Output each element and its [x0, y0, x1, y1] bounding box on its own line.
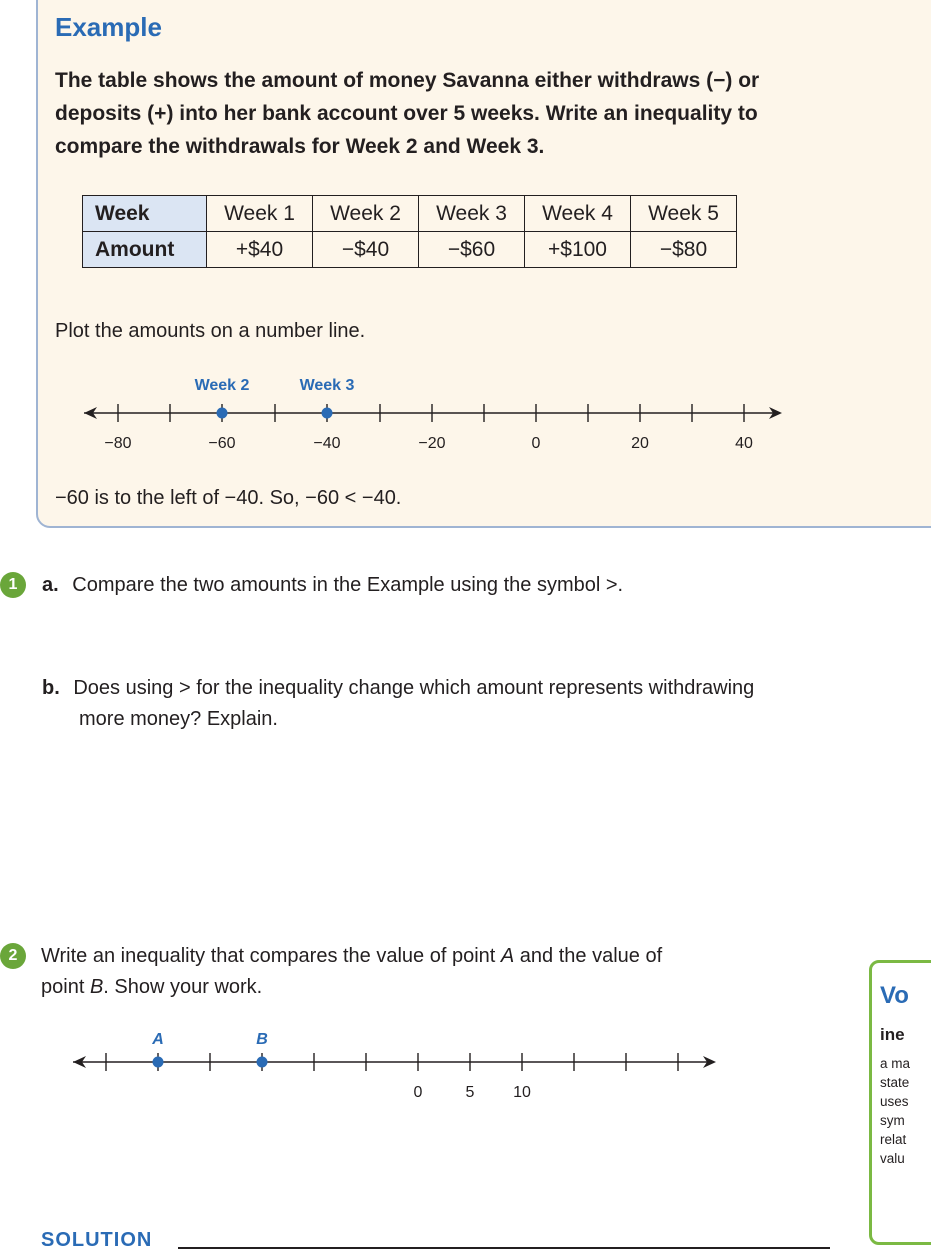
example-conclusion: −60 is to the left of −40. So, −60 < −40.: [55, 487, 402, 509]
point-a: [153, 1057, 164, 1068]
table-cell: −$60: [419, 232, 525, 268]
tick-label: 0: [413, 1084, 423, 1101]
definition-line: a ma: [880, 1056, 911, 1071]
definition-line: sym: [880, 1113, 905, 1128]
table-header-week: Week: [83, 196, 207, 232]
table-cell: Week 4: [525, 196, 631, 232]
table-cell: Week 2: [313, 196, 419, 232]
table-cell: +$100: [525, 232, 631, 268]
point-label-b: B: [256, 1031, 268, 1048]
point-b-name: B: [89, 976, 104, 998]
definition-line: uses: [880, 1094, 909, 1109]
example-heading: Example: [55, 12, 162, 42]
problem-2-prompt: [41, 941, 861, 1003]
problem-2-line-1: Write an inequality that compares the value of point A and the value of: [41, 945, 663, 967]
tick-label: 5: [465, 1084, 475, 1101]
table-cell: Week 1: [207, 196, 313, 232]
vocabulary-definition: [880, 1054, 910, 1168]
amount-table: [82, 195, 737, 268]
point-label-week-3: Week 3: [299, 377, 355, 394]
tick-label: −80: [104, 435, 132, 452]
problem-2-line-2: point B. Show your work.: [41, 976, 263, 998]
solution-label: SOLUTION: [41, 1229, 153, 1251]
problem-2-number-line: [60, 1030, 730, 1110]
table-cell: +$40: [207, 232, 313, 268]
example-prompt-line-2: deposits (+) into her bank account over 5 weeks. Write an inequality to: [55, 102, 758, 125]
vocabulary-title: Vo: [880, 982, 909, 1009]
point-week-2: [217, 408, 228, 419]
problem-1b-letter: b.: [42, 677, 60, 699]
vocabulary-term: ine: [880, 1025, 905, 1044]
tick-label: −20: [418, 435, 446, 452]
point-label-week-2: Week 2: [194, 377, 250, 394]
problem-1a-letter: a.: [42, 574, 59, 596]
solution-answer-line[interactable]: [178, 1247, 830, 1249]
plot-instruction: Plot the amounts on a number line.: [55, 320, 366, 342]
definition-line: relat: [880, 1132, 907, 1147]
point-a-name: A: [500, 945, 515, 967]
problem-1a: [42, 570, 623, 601]
problem-1a-text: Compare the two amounts in the Example using the symbol >.: [72, 574, 624, 596]
table-row-amount: [83, 232, 737, 268]
point-label-a: A: [152, 1031, 164, 1048]
problem-1b-line-1: Does using > for the inequality change which amount represents withdrawing: [73, 677, 755, 699]
example-prompt-line-1: The table shows the amount of money Savanna either withdraws (−) or: [55, 69, 760, 92]
problem-2-number-badge: 2: [0, 943, 26, 969]
example-number-line: [70, 362, 790, 462]
tick-label: 10: [513, 1084, 531, 1101]
table-row-week: [83, 196, 737, 232]
table-cell: −$80: [631, 232, 737, 268]
tick-label: −40: [313, 435, 341, 452]
problem-1b-line-2: more money? Explain.: [79, 708, 278, 730]
problem-1-number-badge: 1: [0, 572, 26, 598]
tick-label: 40: [735, 435, 753, 452]
table-header-amount: Amount: [83, 232, 207, 268]
definition-line: valu: [880, 1151, 905, 1166]
point-b: [257, 1057, 268, 1068]
table-cell: Week 5: [631, 196, 737, 232]
definition-line: state: [880, 1075, 910, 1090]
tick-label: 20: [631, 435, 649, 452]
tick-label: 0: [531, 435, 541, 452]
point-week-3: [322, 408, 333, 419]
example-prompt-line-3: compare the withdrawals for Week 2 and Week 3.: [55, 135, 545, 158]
tick-label: −60: [208, 435, 236, 452]
example-prompt: [55, 64, 905, 163]
table-cell: Week 3: [419, 196, 525, 232]
problem-1b: [42, 673, 931, 735]
table-cell: −$40: [313, 232, 419, 268]
